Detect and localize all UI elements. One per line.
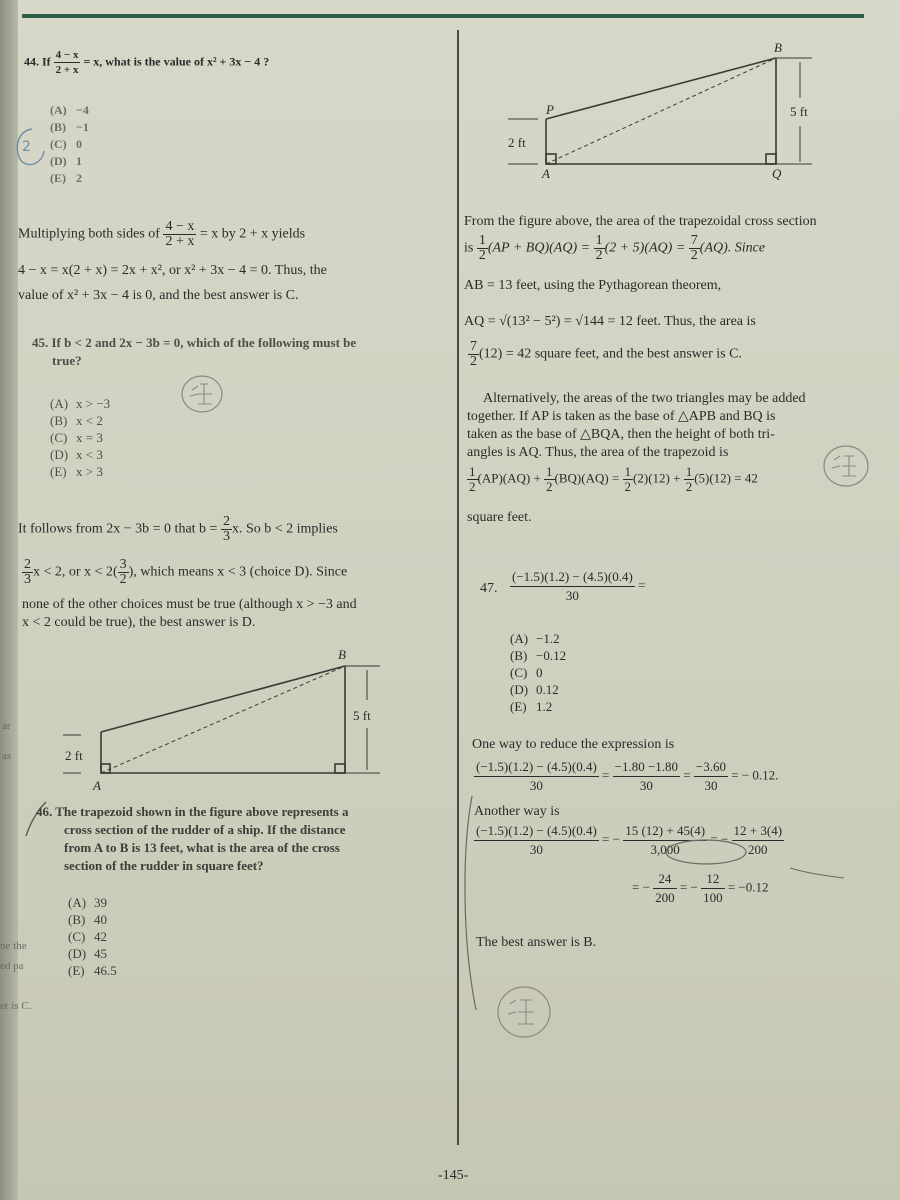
q44-solution-line2: 4 − x = x(2 + x) = 2x + x², or x² + 3x − 4 = 0. Thus, the xyxy=(18,263,327,278)
q45-solution-line2: $\frac{2}{3}$ x < 2, or x < 2( $\frac{3}{2}$ ), which means x < 3 (choice D). Since xyxy=(24,557,348,587)
vertex-q-label: Q xyxy=(772,166,782,181)
q44-solution-line1: Multiplying both sides of $\frac{4 - x}{2 + x}$ = x by 2 + x yields xyxy=(18,219,306,249)
question-46-choices xyxy=(68,894,117,979)
sol46-alt-line4: angles is AQ. Thus, the area of the trapezoid is xyxy=(467,445,729,460)
choice-a: (A) −1.2 xyxy=(510,631,560,646)
trapezoid-figure-right xyxy=(490,38,830,183)
choice-c: (C) 0 xyxy=(510,665,543,680)
choice-e: (E) x > 3 xyxy=(50,464,103,479)
q45-solution-line3: none of the other choices must be true (although x > −3 and xyxy=(22,597,357,612)
vertex-p-label: P xyxy=(546,102,554,117)
choice-d: (D) x < 3 xyxy=(50,447,103,462)
choice-a: (A) −4 xyxy=(50,103,89,117)
margin-mark: ar xyxy=(2,720,11,732)
height-2ft-label: 2 ft xyxy=(65,748,83,763)
q47-way2-equation-cont: = − $\frac{24}{200}$ = − $\frac{12}{100}$ = −0.12 xyxy=(632,871,769,905)
question-46-stem-line4: section of the rudder in square feet? xyxy=(64,858,264,873)
question-45-stem: 45. If b < 2 and 2x − 3b = 0, which of the following must be xyxy=(32,335,357,350)
handwritten-note-icon xyxy=(492,982,556,1044)
choice-b: (B) 40 xyxy=(68,912,107,927)
svg-text:2: 2 xyxy=(22,139,31,155)
choice-b: (B) x < 2 xyxy=(50,413,103,428)
sol46-line4: AQ = √(13² − 5²) = √144 = 12 feet. Thus, the area is xyxy=(464,314,756,329)
column-divider xyxy=(457,30,459,1145)
margin-mark: ne the xyxy=(0,940,27,952)
choice-c: (C) 42 xyxy=(68,929,107,944)
height-2ft-label: 2 ft xyxy=(508,135,526,150)
sol46-alt-line1: Alternatively, the areas of the two triangles may be added xyxy=(483,391,806,406)
choice-d: (D) 45 xyxy=(68,946,107,961)
choice-c: (C) x = 3 xyxy=(50,430,103,445)
choice-d: (D) 1 xyxy=(50,154,82,168)
question-46-stem-line3: from A to B is 13 feet, what is the area of the cross xyxy=(64,840,340,855)
sol46-line1: From the figure above, the area of the trapezoidal cross section xyxy=(464,214,817,229)
vertex-a-label: A xyxy=(93,778,101,793)
q47-best-answer: The best answer is B. xyxy=(476,935,597,950)
sol46-alt-end: square feet. xyxy=(467,510,532,525)
margin-mark: er is C. xyxy=(0,1000,32,1012)
sol46-line2: is $\frac{1}{2}$ (AP + BQ)(AQ) = $\frac{1}{2}$ (2 + 5)(AQ) = $\frac{7}{2}$ (AQ). Since xyxy=(464,233,766,263)
choice-c: (C) 0 xyxy=(50,137,82,151)
choice-e: (E) 2 xyxy=(50,171,82,185)
question-45-choices xyxy=(50,395,110,480)
height-5ft-label: 5 ft xyxy=(353,708,371,723)
choice-b: (B) −0.12 xyxy=(510,648,567,663)
question-44-stem: 44. If $\frac{4 - x}{2 + x}$ = x, what is the value of x² + 3x − 4 ? xyxy=(24,49,270,76)
sol46-line5: $\frac{7}{2}$ (12) = 42 square feet, and the best answer is C. xyxy=(470,339,742,369)
question-45-stem-line2: true? xyxy=(52,353,82,368)
choice-a: (A) x > −3 xyxy=(50,396,111,411)
question-47-choices xyxy=(510,630,566,715)
question-46-stem-line2: cross section of the rudder of a ship. If the distance xyxy=(64,822,346,837)
trapezoid-figure-left xyxy=(55,640,395,793)
sol46-alt-line3: taken as the base of △BQA, then the height of both tri- xyxy=(467,427,775,442)
height-5ft-label: 5 ft xyxy=(790,104,808,119)
choice-e: (E) 1.2 xyxy=(510,699,553,714)
sol46-alt-equation: $\frac{1}{2}$ (AP)(AQ) + $\frac{1}{2}$ (BQ)(AQ) = $\frac{1}{2}$ (2)(12) + $\frac{1}{2}$ (5)(12) = 42 xyxy=(469,464,758,494)
q47-way1-equation: $\frac{(-1.5)(1.2) - (4.5)(0.4)}{30}$ = $\frac{-1.80 -1.80}{30}$ = $\frac{-3.60}{30}$ = − 0.12. xyxy=(476,759,779,793)
choice-b: (B) −1 xyxy=(50,120,89,134)
margin-mark: ed pa xyxy=(0,960,24,972)
handwritten-circle-mark xyxy=(10,125,50,175)
choice-d: (D) 0.12 xyxy=(510,682,559,697)
header-rule xyxy=(22,14,864,18)
choice-e: (E) 46.5 xyxy=(68,963,117,978)
handwritten-note-icon xyxy=(820,442,872,492)
vertex-b-label: B xyxy=(338,647,346,662)
page-number: -145- xyxy=(438,1168,469,1183)
handwritten-note-icon xyxy=(178,372,226,416)
question-44-choices xyxy=(50,102,89,187)
sol46-line3: AB = 13 feet, using the Pythagorean theorem, xyxy=(464,278,722,293)
q47-way1-label: One way to reduce the expression is xyxy=(472,737,675,752)
q45-solution-line1: It follows from 2x − 3b = 0 that b = $\frac{2}{3}$ x. So b < 2 implies xyxy=(18,514,338,544)
q45-solution-line4: x < 2 could be true), the best answer is D. xyxy=(22,615,256,630)
q44-solution-line3: value of x² + 3x − 4 is 0, and the best answer is C. xyxy=(18,288,299,303)
margin-mark: as xyxy=(2,750,12,762)
q47-way2-equation: $\frac{(-1.5)(1.2) - (4.5)(0.4)}{30}$ = − $\frac{15 (12) + 45(4)}{3,000}$ = − $\frac{12 + 3(4)}{200}$ xyxy=(476,823,783,857)
sol46-alt-line2: together. If AP is taken as the base of △APB and BQ is xyxy=(467,409,776,424)
vertex-a-label: A xyxy=(542,166,550,181)
page-gutter xyxy=(0,0,18,1200)
question-47-number: 47. xyxy=(480,581,498,596)
vertex-b-label: B xyxy=(774,40,782,55)
question-46-stem-line1: 46. The trapezoid shown in the figure above represents a xyxy=(36,804,349,819)
question-47-expression: $\frac{(-1.5)(1.2) - (4.5)(0.4)}{30}$ = xyxy=(512,569,646,603)
choice-a: (A) 39 xyxy=(68,895,107,910)
q47-way2-label: Another way is xyxy=(474,804,560,819)
